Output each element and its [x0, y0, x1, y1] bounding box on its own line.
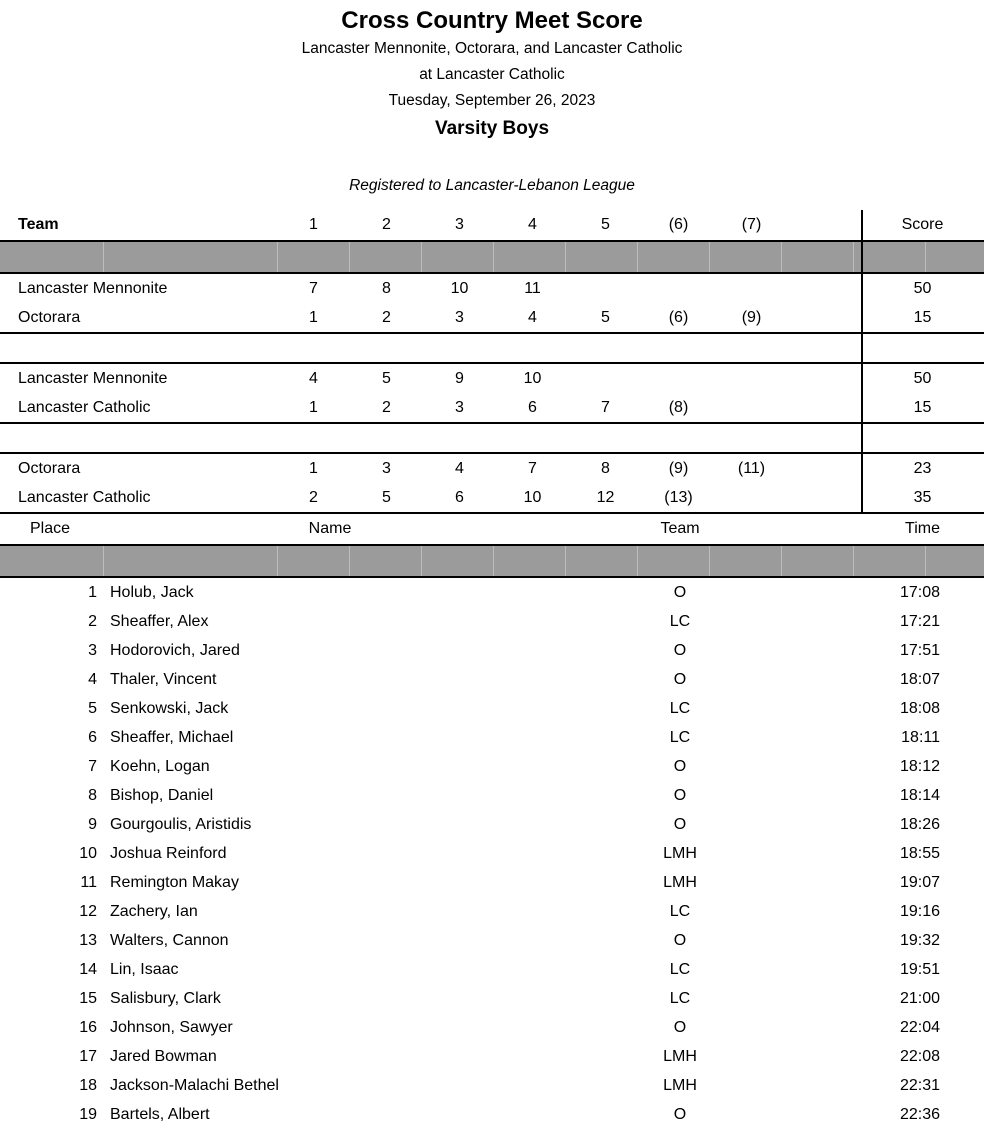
place-cell: 12 [79, 902, 97, 920]
name-cell: Senkowski, Jack [110, 699, 229, 717]
results-row [0, 897, 984, 926]
place-value: 9 [455, 369, 464, 387]
place-value: 4 [309, 369, 318, 387]
scoring-header-place-7: (7) [741, 216, 762, 233]
name-cell: Koehn, Logan [110, 757, 210, 775]
name-cell: Thaler, Vincent [110, 670, 217, 688]
scoring-row [0, 303, 984, 332]
page-title: Cross Country Meet Score [341, 7, 643, 34]
place-value: 7 [309, 279, 318, 297]
time-cell: 22:08 [899, 1047, 940, 1065]
time-cell: 22:04 [899, 1018, 940, 1036]
scoring-row [0, 274, 984, 303]
results-header-row [0, 514, 984, 544]
time-cell: 18:14 [899, 786, 940, 804]
name-cell: Salisbury, Clark [110, 989, 221, 1007]
results-row [0, 607, 984, 636]
registration-note: Registered to Lancaster-Lebanon League [349, 177, 635, 194]
time-cell: 17:08 [899, 583, 940, 601]
place-cell: 19 [79, 1105, 97, 1123]
scoring-row [0, 393, 984, 422]
document-header [0, 0, 984, 198]
place-value: (9) [741, 308, 762, 326]
time-cell: 18:08 [899, 699, 940, 717]
place-value: 2 [309, 488, 318, 506]
place-value: 1 [309, 398, 318, 416]
place-cell: 6 [88, 728, 97, 746]
team-cell: LC [669, 612, 691, 630]
team-score: 15 [913, 398, 932, 416]
place-value: 2 [382, 398, 391, 416]
scoring-header-team: Team [18, 216, 59, 233]
divider-bar [0, 242, 984, 272]
team-cell: LMH [663, 873, 697, 891]
name-cell: Jared Bowman [110, 1047, 217, 1065]
time-cell: 19:07 [899, 873, 940, 891]
results-header-name: Name [308, 520, 352, 537]
place-value: 7 [528, 459, 537, 477]
team-score: 15 [913, 308, 932, 326]
name-cell: Remington Makay [110, 873, 239, 891]
scoring-header-row [0, 210, 984, 240]
separator-row [0, 424, 984, 452]
time-cell: 18:26 [899, 815, 940, 833]
team-score: 50 [913, 279, 932, 297]
scoring-header-place-6: (6) [668, 216, 689, 233]
team-name: Lancaster Mennonite [18, 369, 168, 387]
place-cell: 10 [79, 844, 97, 862]
place-cell: 9 [88, 815, 97, 833]
place-cell: 5 [88, 699, 97, 717]
place-cell: 13 [79, 931, 97, 949]
team-name: Lancaster Mennonite [18, 279, 168, 297]
division-title: Varsity Boys [434, 118, 550, 139]
results-row [0, 926, 984, 955]
results-header-time: Time [905, 520, 940, 537]
time-cell: 18:55 [899, 844, 940, 862]
name-cell: Jackson-Malachi Bethel [110, 1076, 279, 1094]
place-value: 12 [596, 488, 615, 506]
team-cell: LMH [663, 844, 697, 862]
place-cell: 11 [80, 873, 97, 891]
results-row [0, 839, 984, 868]
team-score: 35 [913, 488, 932, 506]
time-cell: 22:36 [899, 1105, 940, 1123]
team-cell: O [673, 641, 687, 659]
results-row [0, 955, 984, 984]
team-cell: LC [669, 699, 691, 717]
time-cell: 18:07 [899, 670, 940, 688]
scoring-header-place-2: 2 [382, 216, 391, 233]
meet-date-line: Tuesday, September 26, 2023 [388, 92, 596, 109]
place-value: 8 [601, 459, 610, 477]
place-value: 10 [523, 369, 542, 387]
results-row [0, 665, 984, 694]
team-cell: O [673, 583, 687, 601]
scoring-table [0, 210, 984, 514]
scoring-row [0, 483, 984, 512]
place-value: 1 [309, 459, 318, 477]
place-value: (13) [664, 488, 693, 506]
team-name: Lancaster Catholic [18, 488, 151, 506]
results-row [0, 868, 984, 897]
meet-teams-line: Lancaster Mennonite, Octorara, and Lancaster Catholic [301, 40, 683, 57]
time-cell: 18:11 [901, 728, 940, 746]
team-cell: O [673, 1105, 687, 1123]
scoring-header-place-4: 4 [528, 216, 537, 233]
place-value: 3 [382, 459, 391, 477]
place-value: 10 [523, 488, 542, 506]
name-cell: Walters, Cannon [110, 931, 229, 949]
place-value: 6 [455, 488, 464, 506]
place-value: 5 [601, 308, 610, 326]
place-cell: 3 [88, 641, 97, 659]
rule-line [0, 512, 984, 514]
place-value: (9) [668, 459, 689, 477]
team-cell: O [673, 786, 687, 804]
place-value: 7 [601, 398, 610, 416]
name-cell: Holub, Jack [110, 583, 194, 601]
place-cell: 4 [88, 670, 97, 688]
results-row [0, 752, 984, 781]
scoring-row [0, 364, 984, 393]
name-cell: Bartels, Albert [110, 1105, 210, 1123]
place-value: 3 [455, 308, 464, 326]
results-row [0, 636, 984, 665]
separator-row [0, 334, 984, 362]
place-value: 8 [382, 279, 391, 297]
name-cell: Lin, Isaac [110, 960, 179, 978]
team-cell: LC [669, 728, 691, 746]
time-cell: 17:21 [899, 612, 940, 630]
name-cell: Sheaffer, Alex [110, 612, 209, 630]
team-name: Octorara [18, 308, 81, 326]
time-cell: 22:31 [899, 1076, 940, 1094]
results-row [0, 810, 984, 839]
scoring-header-place-1: 1 [309, 216, 318, 233]
results-row [0, 781, 984, 810]
team-cell: O [673, 670, 687, 688]
place-value: 6 [528, 398, 537, 416]
place-value: 3 [455, 398, 464, 416]
name-cell: Bishop, Daniel [110, 786, 214, 804]
name-cell: Gourgoulis, Aristidis [110, 815, 252, 833]
place-value: (11) [737, 459, 766, 477]
time-cell: 18:12 [899, 757, 940, 775]
time-cell: 21:00 [899, 989, 940, 1007]
results-row [0, 984, 984, 1013]
divider-bar [0, 546, 984, 576]
results-rows [0, 578, 984, 1129]
results-header-place: Place [30, 520, 71, 537]
place-value: 1 [309, 308, 318, 326]
team-score: 23 [913, 459, 932, 477]
place-value: 5 [382, 488, 391, 506]
results-header-team: Team [660, 520, 700, 537]
time-cell: 19:16 [899, 902, 940, 920]
time-cell: 19:51 [899, 960, 940, 978]
team-cell: LC [669, 989, 691, 1007]
meet-host-line: at Lancaster Catholic [419, 66, 565, 83]
scoring-header-place-5: 5 [601, 216, 610, 233]
results-table [0, 514, 984, 1129]
place-cell: 15 [79, 989, 97, 1007]
time-cell: 17:51 [899, 641, 940, 659]
place-cell: 14 [79, 960, 97, 978]
place-cell: 8 [88, 786, 97, 804]
team-cell: LMH [663, 1076, 697, 1094]
results-row [0, 1100, 984, 1129]
team-name: Octorara [18, 459, 81, 477]
place-value: 10 [450, 279, 469, 297]
place-value: 11 [524, 279, 541, 297]
team-cell: LMH [663, 1047, 697, 1065]
scoring-header-place-3: 3 [455, 216, 464, 233]
place-value: 5 [382, 369, 391, 387]
place-value: (6) [668, 308, 689, 326]
dual-meet-sections [0, 274, 984, 514]
name-cell: Hodorovich, Jared [110, 641, 240, 659]
team-cell: O [673, 815, 687, 833]
scoring-row [0, 454, 984, 483]
name-cell: Johnson, Sawyer [110, 1018, 233, 1036]
team-cell: O [673, 931, 687, 949]
team-cell: O [673, 1018, 687, 1036]
name-cell: Joshua Reinford [110, 844, 227, 862]
place-cell: 18 [79, 1076, 97, 1094]
place-cell: 7 [88, 757, 97, 775]
place-cell: 16 [79, 1018, 97, 1036]
place-cell: 1 [88, 583, 97, 601]
place-value: 4 [528, 308, 537, 326]
time-cell: 19:32 [899, 931, 940, 949]
place-value: (8) [668, 398, 689, 416]
results-row [0, 694, 984, 723]
results-row [0, 1071, 984, 1100]
place-value: 2 [382, 308, 391, 326]
results-row [0, 723, 984, 752]
place-cell: 2 [88, 612, 97, 630]
team-cell: LC [669, 902, 691, 920]
team-score: 50 [913, 369, 932, 387]
results-row [0, 1013, 984, 1042]
place-cell: 17 [79, 1047, 97, 1065]
name-cell: Zachery, Ian [110, 902, 198, 920]
results-row [0, 578, 984, 607]
results-row [0, 1042, 984, 1071]
score-column-divider [861, 210, 863, 514]
scoring-header-score: Score [901, 216, 944, 233]
team-name: Lancaster Catholic [18, 398, 151, 416]
team-cell: O [673, 757, 687, 775]
team-cell: LC [669, 960, 691, 978]
place-value: 4 [455, 459, 464, 477]
name-cell: Sheaffer, Michael [110, 728, 234, 746]
